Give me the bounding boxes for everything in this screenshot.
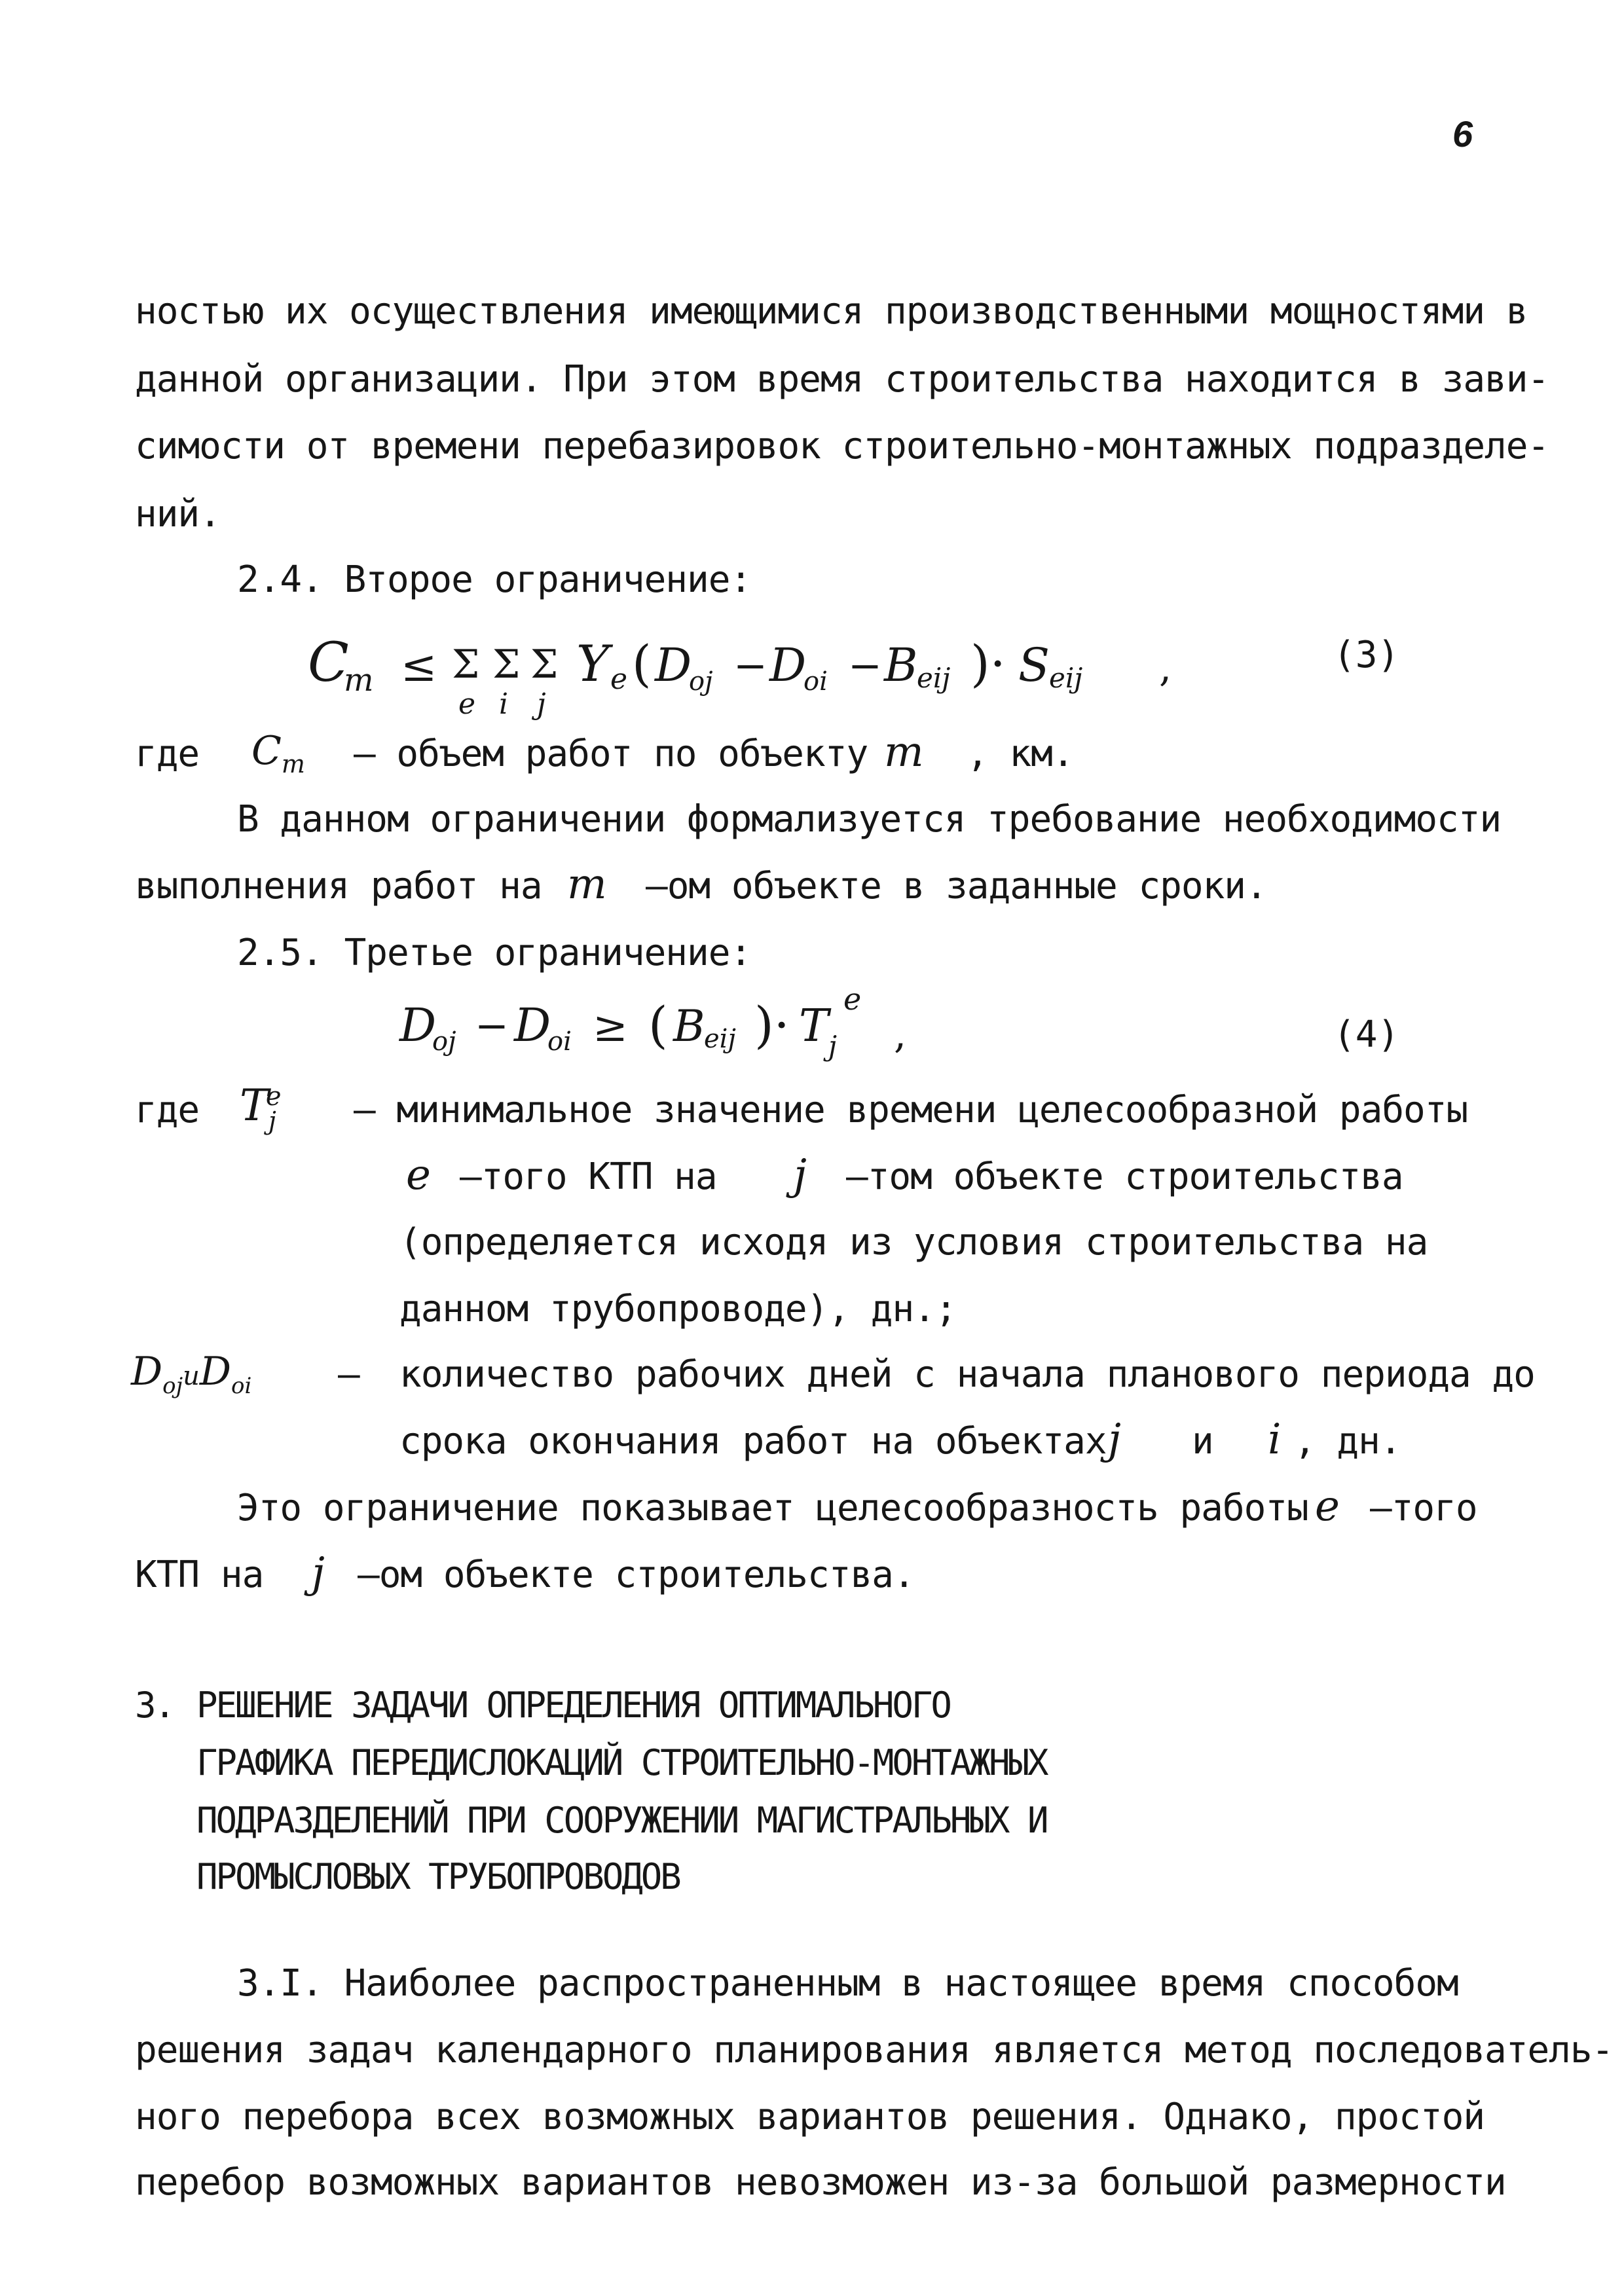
formula-4-minus: − [475, 1002, 509, 1049]
doj-doi-definition-line-1: количество рабочих дней с начала планового периода до [399, 1353, 1535, 1396]
formula-3-index-e: e [458, 687, 476, 721]
formula-3-b: B [884, 638, 918, 692]
paragraph-line: перебор возможных вариантов невозможен из-за большой размерности [135, 2161, 1506, 2204]
e-symbol: e [1315, 1482, 1340, 1531]
formula-4-d1-sub: oj [432, 1027, 456, 1057]
formula-4-d2: D [514, 998, 551, 1052]
formula-3-sum-i: Σ [492, 642, 521, 687]
formula-3-sum-j: Σ [530, 642, 559, 687]
section-2-5-intro: 2.5. Третье ограничение: [237, 932, 752, 974]
e-symbol: e [406, 1151, 431, 1199]
formula-4-t-sub: j [828, 1030, 838, 1062]
paragraph-line: ний. [135, 493, 221, 536]
formula-3-sum-e: Σ [452, 642, 480, 687]
equation-number-3: (3) [1333, 634, 1400, 676]
formula-3-d1-sub: oj [689, 666, 713, 697]
formula-4-b-sub: eij [704, 1024, 736, 1054]
formula-3-close-paren: )· [970, 634, 1006, 693]
formula-3-b-sub: eij [917, 662, 951, 694]
conclusion-line-2-end: –ом объекте строительства. [358, 1554, 915, 1596]
and-word: и [1192, 1420, 1213, 1463]
tj-definition-line-4: данном трубопроводе), дн.; [399, 1288, 957, 1330]
formula-3-open-paren: ( [632, 634, 652, 693]
formula-4-d2-sub: oi [547, 1027, 572, 1057]
tj-symbol: $T_j^e$ [240, 1080, 282, 1136]
formula-4-close-paren: )· [754, 996, 790, 1054]
doj-doi-definition-line-2-start: срока окончания работ на объектах [399, 1420, 1107, 1463]
para-line-2-end: –ом объекте в заданные сроки. [646, 865, 1267, 907]
formula-4-b: B [673, 1001, 705, 1051]
equation-number-4: (4) [1333, 1013, 1400, 1056]
formula-3-s: S [1018, 638, 1050, 692]
doj-doi-unit: , дн. [1294, 1420, 1401, 1463]
formula-3-lhs-sub: m [344, 662, 374, 699]
where-label: где [135, 733, 200, 775]
para-line-2-start: выполнения работ на [135, 865, 542, 907]
formula-3-d1: D [655, 638, 692, 692]
formula-3-s-sub: eij [1049, 662, 1083, 694]
cm-symbol: $C_m$ [251, 728, 305, 778]
paragraph-line: ного перебора всех возможных вариантов решения. Однако, простой [135, 2096, 1485, 2138]
paragraph-line: 3.I. Наиболее распространенным в настоящее время способом [237, 1962, 1458, 2005]
j-symbol: j [1108, 1415, 1121, 1464]
section-3-number: 3. [135, 1685, 174, 1726]
doj-doi-symbol: $D_{oj}иD_{oi}$ [131, 1349, 252, 1399]
paragraph-line: решения задач календарного планирования является метод последователь- [135, 2029, 1614, 2071]
formula-3-y-sub: e [610, 663, 628, 696]
cm-unit: , км. [967, 733, 1074, 775]
formula-3-relation: ≤ [401, 641, 437, 691]
page-number: 6 [1452, 113, 1473, 155]
formula-4-graphic [367, 982, 1022, 1080]
j-symbol: j [794, 1151, 807, 1199]
j-symbol: j [312, 1549, 325, 1597]
paragraph-line: ностью их осуществления имеющимися производственными мощностями в [135, 290, 1528, 333]
formula-3-lhs: C [308, 632, 349, 694]
tj-definition-line-3: (определяется исходя из условия строительства на [399, 1221, 1428, 1264]
paragraph-line: данной организации. При этом время строительства находится в зави- [135, 358, 1549, 401]
formula-3-y: Y [576, 634, 610, 693]
doj-doi-dash: – [338, 1353, 360, 1396]
formula-3-minus-1: − [733, 642, 767, 689]
paragraph-line: симости от времени перебазировок строительно-монтажных подразделе- [135, 425, 1549, 467]
section-3-title-line: ПРОМЫСЛОВЫХ ТРУБОПРОВОДОВ [196, 1856, 680, 1897]
section-3-title-line: ПОДРАЗДЕЛЕНИЙ ПРИ СООРУЖЕНИИ МАГИСТРАЛЬНЫХ И [196, 1800, 1047, 1841]
i-symbol: i [1268, 1415, 1282, 1464]
formula-3-d2: D [769, 638, 807, 692]
section-3-title-line: ГРАФИКА ПЕРЕДИСЛОКАЦИЙ СТРОИТЕЛЬНО-МОНТАЖНЫХ [196, 1742, 1047, 1783]
conclusion-line-1-start: Это ограничение показывает целесообразность работы [237, 1487, 1308, 1529]
formula-3-index-j: j [537, 687, 546, 721]
formula-3-graphic [288, 615, 1257, 727]
section-2-4-para-line-1: В данном ограничении формализуется требование необходимости [237, 798, 1502, 841]
conclusion-line-1-end: –того [1370, 1487, 1477, 1529]
where-label: где [135, 1089, 200, 1131]
formula-4-comma: , [894, 1011, 907, 1057]
tj-definition-line-2-mid: –того КТП на [460, 1156, 717, 1198]
tj-definition-line-2-end: –том объекте строительства [846, 1156, 1403, 1198]
formula-3-d2-sub: oi [803, 666, 828, 697]
conclusion-line-2-start: КТП на [135, 1554, 264, 1596]
formula-3-minus-2: − [848, 642, 882, 689]
formula-3-comma: , [1159, 645, 1172, 691]
section-2-4-intro: 2.4. Второе ограничение: [237, 558, 752, 601]
formula-4-relation: ≥ [593, 1003, 628, 1051]
section-3-title-line: РЕШЕНИЕ ЗАДАЧИ ОПРЕДЕЛЕНИЯ ОПТИМАЛЬНОГО [196, 1685, 950, 1726]
cm-definition-text: – объем работ по объекту [354, 733, 868, 775]
tj-definition-line-1: – минимальное значение времени целесообразной работы [354, 1089, 1468, 1131]
m-symbol: m [884, 728, 924, 776]
formula-3-index-i: i [499, 687, 509, 721]
formula-4-t: T [799, 1000, 829, 1052]
m-symbol: m [567, 860, 607, 909]
formula-4-t-sup: e [843, 982, 862, 1017]
formula-4-d1: D [399, 998, 437, 1052]
formula-4-open-paren: ( [648, 996, 668, 1054]
